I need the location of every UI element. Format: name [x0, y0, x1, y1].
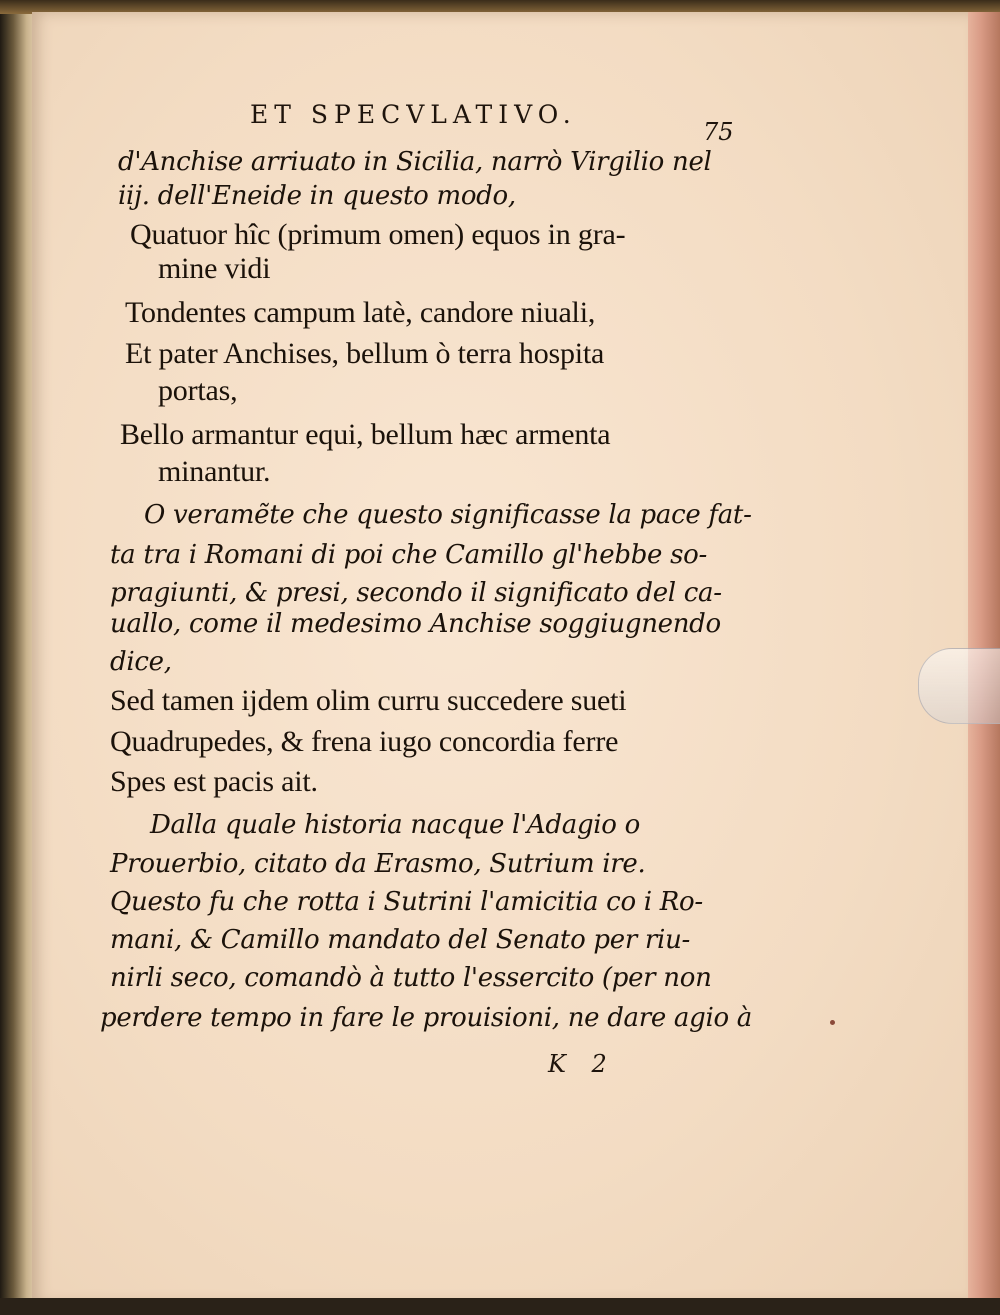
text-line-15: Sed tamen ijdem olim curru succedere sueti: [110, 684, 627, 717]
text-line-23: perdere tempo in fare le prouisioni, ne dare agio à: [100, 1003, 753, 1033]
text-line-4: mine vidi: [158, 252, 271, 285]
text-line-12: pragiunti, & presi, secondo il significato del ca-: [110, 578, 722, 608]
text-line-2: iij. dell'Eneide in questo modo,: [118, 181, 516, 211]
text-line-3: Quatuor hîc (primum omen) equos in gra-: [130, 218, 626, 251]
text-line-10: O veramẽte che questo significasse la pace fat-: [144, 500, 752, 530]
text-line-8: Bello armantur equi, bellum hæc armenta: [120, 418, 611, 451]
text-line-20: Questo fu che rotta i Sutrini l'amicitia co i Ro-: [110, 887, 703, 917]
running-head: ET SPECVLATIVO.: [250, 100, 577, 129]
text-line-21: mani, & Camillo mandato del Senato per riu-: [110, 925, 690, 955]
text-line-16: Quadrupedes, & frena iugo concordia ferre: [110, 725, 619, 758]
text-line-6: Et pater Anchises, bellum ò terra hospita: [125, 337, 605, 370]
bottom-edge: [0, 1298, 1000, 1315]
text-line-7: portas,: [158, 374, 238, 407]
signature-mark: K 2: [548, 1050, 607, 1078]
text-line-11: ta tra i Romani di poi che Camillo gl'hebbe so-: [110, 540, 707, 570]
text-line-17: Spes est pacis ait.: [110, 765, 318, 798]
text-line-1: d'Anchise arriuato in Sicilia, narrò Virgilio nel: [118, 147, 712, 177]
text-line-14: dice,: [110, 647, 172, 677]
text-line-18: Dalla quale historia nacque l'Adagio o: [150, 810, 640, 840]
text-line-22: nirli seco, comandò à tutto l'essercito (per non: [110, 963, 712, 993]
stain-mark: [830, 1020, 835, 1025]
page-tab-marker: [918, 648, 1000, 724]
text-line-13: uallo, come il medesimo Anchise soggiugnendo: [110, 609, 721, 639]
text-line-5: Tondentes campum latè, candore niuali,: [125, 296, 596, 329]
text-line-19: Prouerbio, citato da Erasmo, Sutrium ire.: [110, 849, 646, 879]
text-line-9: minantur.: [158, 455, 271, 488]
folio-number: 75: [703, 118, 734, 146]
